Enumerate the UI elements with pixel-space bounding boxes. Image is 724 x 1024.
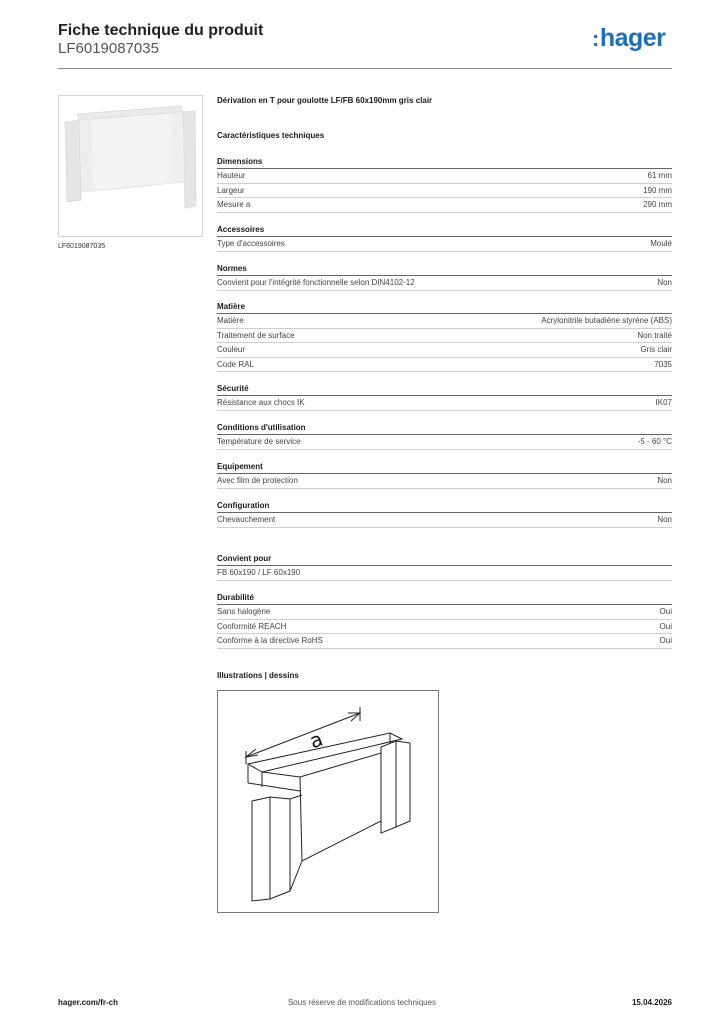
product-image xyxy=(58,95,203,237)
spec-label: Couleur xyxy=(217,345,246,354)
spec-row xyxy=(217,184,672,199)
spec-row xyxy=(217,329,672,344)
section-convient-pour xyxy=(217,552,672,581)
spec-label: Hauteur xyxy=(217,171,246,180)
section-equipement xyxy=(217,460,672,489)
spec-row xyxy=(217,474,672,489)
spec-row xyxy=(217,435,672,450)
spec-row xyxy=(217,620,672,635)
spec-row xyxy=(217,358,672,373)
section-title: Normes xyxy=(217,264,247,273)
section-configuration xyxy=(217,499,672,528)
product-reference: LF6019087035 xyxy=(58,40,159,57)
spec-value: 61 mm xyxy=(647,171,672,180)
spec-value: -5 - 60 °C xyxy=(637,437,672,446)
illustrations-heading: Illustrations | dessins xyxy=(217,671,299,680)
spec-row xyxy=(217,169,672,184)
spec-row xyxy=(217,605,672,620)
spec-label: Conformité REACH xyxy=(217,621,287,631)
section-durabilite xyxy=(217,591,672,649)
section-title: Matière xyxy=(217,302,246,311)
footer-disclaimer: Sous réserve de modifications techniques xyxy=(287,998,437,1007)
section-title: Configuration xyxy=(217,501,270,510)
product-image-caption: LF6019087035 xyxy=(58,243,106,250)
section-normes xyxy=(217,262,672,291)
dimension-label: a xyxy=(306,726,326,754)
section-title: Dimensions xyxy=(217,157,263,166)
spec-row xyxy=(217,634,672,649)
logo-text: hager xyxy=(599,24,666,52)
section-matiere xyxy=(217,300,672,372)
spec-value: Non xyxy=(657,278,672,287)
spec-value: 7035 xyxy=(654,359,672,369)
spec-label: FB 60x190 / LF 60x190 xyxy=(217,568,301,577)
footer-website-link[interactable]: hager.com/fr-ch xyxy=(58,998,119,1007)
spec-label: Largeur xyxy=(217,185,245,195)
spec-value: Non xyxy=(657,476,672,485)
section-title: Equipement xyxy=(217,462,263,471)
spec-row xyxy=(217,314,672,329)
spec-label: Avec film de protection xyxy=(217,476,298,485)
spec-value: Moulé xyxy=(650,239,672,248)
spec-label: Sans halogène xyxy=(217,607,271,616)
spec-row xyxy=(217,513,672,528)
section-title: Sécurité xyxy=(217,384,249,393)
spec-value: 190 mm xyxy=(643,185,672,195)
spec-label: Mesure a xyxy=(217,200,251,209)
spec-label: Chevauchement xyxy=(217,515,276,524)
section-conditions xyxy=(217,421,672,450)
spec-label: Convient pour l'intégrité fonctionnelle selon DIN4102-12 xyxy=(217,278,415,287)
spec-value: Oui xyxy=(659,607,672,616)
footer-date: 15.04.2026 xyxy=(631,998,672,1007)
section-accessoires xyxy=(217,223,672,252)
section-title: Durabilité xyxy=(217,593,254,602)
spec-value: Gris clair xyxy=(640,345,672,354)
spec-row xyxy=(217,237,672,252)
spec-value: Acrylonitrile butadiène styrène (ABS) xyxy=(541,316,672,325)
section-title: Convient pour xyxy=(217,554,272,563)
spec-row xyxy=(217,566,672,581)
spec-row xyxy=(217,396,672,411)
spec-row xyxy=(217,198,672,213)
hager-logo: :hager xyxy=(592,24,666,52)
technical-drawing xyxy=(217,690,439,913)
spec-value: Non xyxy=(657,515,672,524)
spec-label: Conforme à la directive RoHS xyxy=(217,636,323,645)
spec-value: Oui xyxy=(659,621,672,631)
spec-label: Matière xyxy=(217,316,244,325)
spec-label: Code RAL xyxy=(217,359,254,369)
spec-value: Oui xyxy=(659,636,672,645)
spec-label: Température de service xyxy=(217,437,301,446)
product-description: Dérivation en T pour goulotte LF/FB 60x190mm gris clair xyxy=(217,96,433,105)
spec-row xyxy=(217,343,672,358)
section-dimensions xyxy=(217,155,672,213)
spec-value: 290 mm xyxy=(643,200,672,209)
spec-value: IK07 xyxy=(655,398,672,407)
section-title: Accessoires xyxy=(217,225,265,234)
header-divider xyxy=(58,68,672,69)
spec-label: Traitement de surface xyxy=(217,330,295,340)
section-title: Conditions d'utilisation xyxy=(217,423,306,432)
characteristics-heading: Caractéristiques techniques xyxy=(217,131,325,140)
page-title: Fiche technique du produit xyxy=(58,22,264,39)
spec-label: Résistance aux chocs IK xyxy=(217,398,305,407)
spec-row xyxy=(217,276,672,291)
section-securite xyxy=(217,382,672,411)
spec-label: Type d'accessoires xyxy=(217,239,285,248)
spec-value: Non traité xyxy=(637,330,672,340)
